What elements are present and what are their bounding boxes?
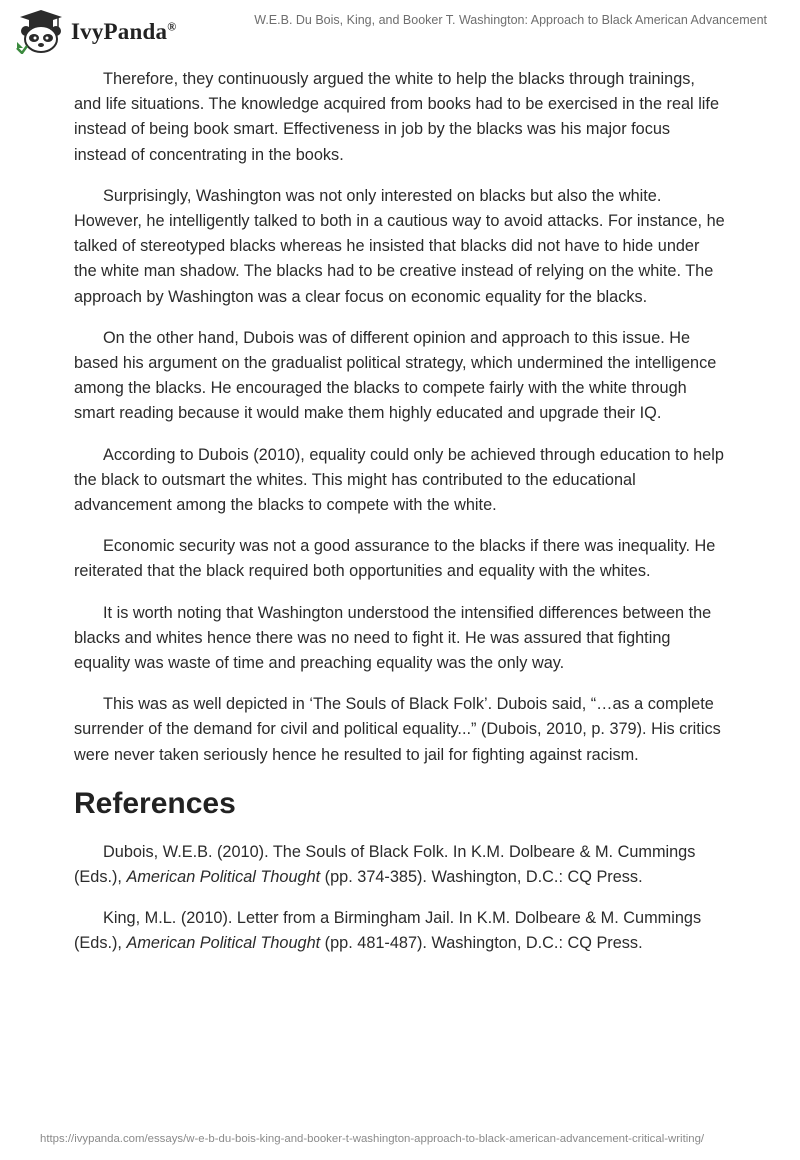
reference-book-title: American Political Thought	[126, 868, 321, 887]
body-paragraph: According to Dubois (2010), equality could only be achieved through education to help the black to outsmart the whites. This might has contributed to the educational advancement among the blacks to compete with the white.	[74, 445, 724, 515]
essay-content	[74, 67, 726, 973]
panda-graduate-icon	[14, 8, 68, 54]
body-paragraph: This was as well depicted in ‘The Souls of Black Folk’. Dubois said, “…as a complete surrender of the demand for civil and political equality...” (Dubois, 2010, p. 379). His critics were never taken seriously hence he resulted to jail for fighting against racism.	[74, 695, 721, 764]
reference-book-title: American Political Thought	[126, 934, 321, 953]
page-header	[0, 0, 800, 60]
reference-text: (pp. 374-385). Washington, D.C.: CQ Press.	[320, 868, 643, 887]
body-paragraph: Therefore, they continuously argued the white to help the blacks through trainings, and life situations. The knowledge acquired from books had to be exercised in the real life instead of being book smart. Effectiveness in job by the blacks was his major focus instead of concentrating in the books.	[74, 70, 720, 164]
document-title: W.E.B. Du Bois, King, and Booker T. Washington: Approach to Black American Advancement	[254, 13, 767, 27]
reference-entry	[74, 906, 726, 956]
reference-text: Dubois, W.E.B. (2010). The Souls of Black Folk. In K.M. Dolbeare & M. Cummings (Eds.),	[74, 842, 696, 887]
reference-text: King, M.L. (2010). Letter from a Birmingham Jail. In K.M. Dolbeare & M. Cummings (Eds.),	[74, 909, 702, 953]
body-paragraph: On the other hand, Dubois was of different opinion and approach to this issue. He based his argument on the gradualist political strategy, which undermined the intelligence among the blacks. He encouraged the blacks to compete fairly with the white through smart reading because it would make them highly educated and upgrade their IQ.	[74, 328, 717, 423]
source-url[interactable]: https://ivypanda.com/essays/w-e-b-du-bois-king-and-booker-t-washington-approach-to-black-american-advancement-critical-writing/	[40, 1133, 705, 1145]
references-heading: References	[74, 786, 236, 820]
body-paragraph: It is worth noting that Washington understood the intensified differences between the blacks and whites hence there was no need to fight it. He was assured that fighting equality was waste of time and preaching equality was the only way.	[74, 603, 712, 673]
reference-entry	[74, 840, 726, 890]
brand-name: IvyPanda®	[71, 19, 177, 44]
body-paragraph: Surprisingly, Washington was not only interested on blacks but also the white. However, he intelligently talked to both in a cautious way to avoid attacks. For instance, he talked of stereotyped blacks whereas he insisted that blacks did not have to hide under the white man shadow. The blacks had to be creative instead of relying on the white. The approach by Washington was a clear focus on economic equality for the blacks.	[74, 186, 725, 306]
body-paragraph: Economic security was not a good assurance to the blacks if there was inequality. He reiterated that the black required both opportunities and equality with the whites.	[74, 537, 716, 581]
reference-text: (pp. 481-487). Washington, D.C.: CQ Press.	[320, 934, 643, 953]
ivypanda-logo[interactable]	[14, 8, 176, 54]
